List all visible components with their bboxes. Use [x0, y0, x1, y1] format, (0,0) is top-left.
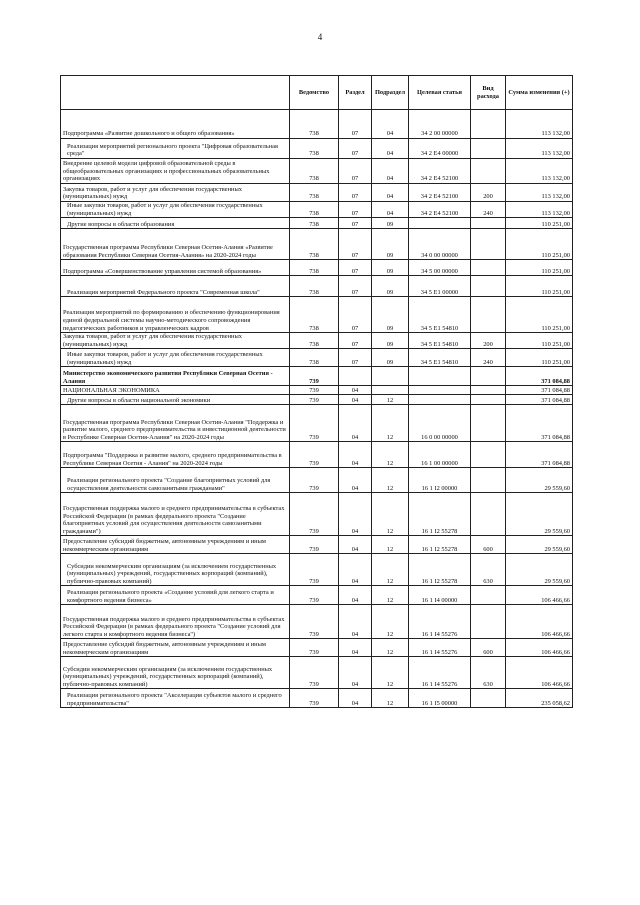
row-podrazdel: 12: [372, 395, 409, 405]
row-sum: 29 559,60: [506, 493, 573, 536]
header-podrazdel: Подраздел: [372, 76, 409, 110]
row-sum: 371 084,88: [506, 386, 573, 395]
row-target: 34 0 00 00000: [409, 229, 471, 260]
row-sum: 110 251,00: [506, 260, 573, 276]
row-target: 34 2 00 00000: [409, 110, 471, 139]
row-sum: 29 559,60: [506, 468, 573, 493]
row-razdel: 04: [339, 442, 372, 468]
table-row: [61, 139, 573, 159]
row-razdel: 07: [339, 159, 372, 184]
row-sum: 235 058,62: [506, 689, 573, 708]
row-name: [61, 493, 290, 536]
row-vedomstvo: 739: [290, 395, 339, 405]
row-name-text: Министерство экономического развития Республики Северная Осетия - Алания: [63, 370, 273, 385]
row-name-text: Предоставление субсидий бюджетным, автономным учреждениям и иным некоммерческим организациям: [63, 538, 266, 553]
row-name-text: Субсидии некоммерческим организациям (за исключением государственных (муниципальных) учреждений, государственных корпораций (компаний), публично-правовых компаний): [67, 562, 277, 585]
table-row: [61, 689, 573, 708]
row-name: [61, 468, 290, 493]
row-name-text: Государственная поддержка малого и среднего предпринимательства в субъектах Российской Федерации (в рамках федерального проекта "Создание условий для легкого старта и комфортного ведения бизнеса"): [63, 615, 285, 638]
budget-table: [60, 75, 573, 708]
row-vid: 630: [471, 657, 506, 689]
row-razdel: 04: [339, 405, 372, 442]
row-name: [61, 139, 290, 159]
row-podrazdel: 12: [372, 536, 409, 554]
row-vedomstvo: 739: [290, 536, 339, 554]
row-name: [61, 405, 290, 442]
row-name: [61, 260, 290, 276]
row-name-text: Реализация регионального проекта "Создание благоприятных условий для осуществления деятельности самозанятыми гражданами": [67, 477, 271, 492]
row-target: 16 0 00 00000: [409, 405, 471, 442]
row-razdel: 07: [339, 260, 372, 276]
row-name-text: Иные закупки товаров, работ и услуг для обеспечения государственных (муниципальных) нужд: [67, 351, 263, 366]
row-target: 34 2 E4 52100: [409, 184, 471, 202]
row-vid: [471, 605, 506, 639]
row-vedomstvo: 738: [290, 276, 339, 297]
row-name: [61, 110, 290, 139]
row-vedomstvo: 738: [290, 218, 339, 229]
row-target: 34 5 E1 54810: [409, 333, 471, 349]
row-name: [61, 586, 290, 605]
row-sum: 110 251,00: [506, 276, 573, 297]
row-razdel: 04: [339, 554, 372, 586]
table-row: [61, 159, 573, 184]
row-podrazdel: 12: [372, 689, 409, 708]
table-row: [61, 605, 573, 639]
header-sum: Сумма изменения (+): [506, 76, 573, 110]
row-podrazdel: 12: [372, 605, 409, 639]
row-target: 16 1 I5 00000: [409, 689, 471, 708]
table-row: [61, 349, 573, 367]
row-target: 34 5 E1 54810: [409, 297, 471, 333]
row-name: [61, 333, 290, 349]
row-vid: 240: [471, 349, 506, 367]
row-vedomstvo: 738: [290, 159, 339, 184]
row-sum: 106 466,66: [506, 586, 573, 605]
row-razdel: 07: [339, 333, 372, 349]
row-vid: [471, 395, 506, 405]
table-row: [61, 639, 573, 657]
row-name-text: Реализация регионального проекта "Акселерация субъектов малого и среднего предпринимательства": [67, 692, 282, 707]
row-vedomstvo: 739: [290, 468, 339, 493]
row-vid: [471, 493, 506, 536]
row-target: [409, 386, 471, 395]
row-podrazdel: 12: [372, 657, 409, 689]
row-razdel: 04: [339, 468, 372, 493]
table-row: [61, 386, 573, 395]
row-name: [61, 605, 290, 639]
row-vid: 240: [471, 202, 506, 218]
row-sum: 371 084,88: [506, 367, 573, 386]
row-razdel: 04: [339, 493, 372, 536]
table-row: [61, 468, 573, 493]
table-row: [61, 110, 573, 139]
row-target: 16 1 I4 00000: [409, 586, 471, 605]
row-razdel: 04: [339, 605, 372, 639]
table-row: [61, 395, 573, 405]
table-row: [61, 442, 573, 468]
table-row: [61, 260, 573, 276]
row-podrazdel: 04: [372, 139, 409, 159]
row-name-text: Государственная программа Республики Северная Осетия-Алания "Поддержка и развитие малого, среднего предпринимательства и инвестиционной деятельности в Республике Северная Осетия-Алания" на 2020-2024 годы: [63, 418, 286, 441]
row-razdel: 07: [339, 184, 372, 202]
row-name-text: Другие вопросы в области национальной экономики: [67, 396, 211, 404]
row-name-text: Закупка товаров, работ и услуг для обеспечения государственных (муниципальных) нужд: [63, 185, 242, 201]
row-vid: 600: [471, 639, 506, 657]
row-target: 16 1 I2 55278: [409, 554, 471, 586]
row-razdel: 07: [339, 229, 372, 260]
row-target: 16 1 I4 55276: [409, 605, 471, 639]
row-name-text: Закупка товаров, работ и услуг для обеспечения государственных (муниципальных) нужд: [63, 333, 242, 348]
row-target: [409, 395, 471, 405]
row-podrazdel: 09: [372, 297, 409, 333]
row-sum: 371 084,88: [506, 395, 573, 405]
row-name: [61, 689, 290, 708]
row-podrazdel: 09: [372, 349, 409, 367]
row-vedomstvo: 738: [290, 260, 339, 276]
row-vedomstvo: 738: [290, 110, 339, 139]
row-name: [61, 297, 290, 333]
row-target: 34 5 E1 00000: [409, 276, 471, 297]
row-razdel: 07: [339, 218, 372, 229]
row-sum: 371 084,88: [506, 405, 573, 442]
row-target: 16 1 I4 55276: [409, 657, 471, 689]
row-vid: [471, 139, 506, 159]
row-target: 34 2 E4 52100: [409, 202, 471, 218]
table-row: [61, 218, 573, 229]
row-name-text: Реализация мероприятий по формированию и обеспечению функционирования единой федеральной системы научно-методического сопровождения педагогических работников и управленческих кадров: [63, 309, 280, 332]
row-sum: 106 466,66: [506, 639, 573, 657]
row-vedomstvo: 738: [290, 297, 339, 333]
row-podrazdel: 04: [372, 202, 409, 218]
row-name-text: Реализация мероприятий регионального проекта "Цифровая образовательная среда": [67, 142, 278, 158]
table-row: [61, 297, 573, 333]
row-target: [409, 218, 471, 229]
table-row: [61, 202, 573, 218]
row-name: [61, 218, 290, 229]
row-podrazdel: 12: [372, 468, 409, 493]
row-name-text: НАЦИОНАЛЬНАЯ ЭКОНОМИКА: [63, 386, 160, 394]
row-target: 16 1 I2 00000: [409, 468, 471, 493]
row-name-text: Предоставление субсидий бюджетным, автономным учреждениям и иным некоммерческим организациям: [63, 641, 266, 656]
table-row: [61, 333, 573, 349]
row-target: 16 1 I4 55276: [409, 639, 471, 657]
row-sum: 110 251,00: [506, 333, 573, 349]
row-sum: 29 559,60: [506, 536, 573, 554]
table-row: [61, 367, 573, 386]
row-razdel: 07: [339, 297, 372, 333]
row-name-text: Иные закупки товаров, работ и услуг для обеспечения государственных (муниципальных) нужд: [67, 202, 263, 217]
table-row: [61, 229, 573, 260]
row-name: [61, 442, 290, 468]
row-razdel: 04: [339, 639, 372, 657]
row-podrazdel: 12: [372, 442, 409, 468]
row-sum: 106 466,66: [506, 605, 573, 639]
header-target: Целевая статья: [409, 76, 471, 110]
row-podrazdel: 09: [372, 260, 409, 276]
row-vid: [471, 386, 506, 395]
row-vedomstvo: 738: [290, 139, 339, 159]
row-podrazdel: 09: [372, 333, 409, 349]
row-podrazdel: [372, 367, 409, 386]
row-sum: 110 251,00: [506, 229, 573, 260]
row-vid: [471, 689, 506, 708]
row-podrazdel: 12: [372, 586, 409, 605]
row-sum: 113 132,00: [506, 202, 573, 218]
row-razdel: [339, 367, 372, 386]
row-podrazdel: 09: [372, 218, 409, 229]
row-vid: [471, 367, 506, 386]
row-name: [61, 386, 290, 395]
row-sum: 113 132,00: [506, 110, 573, 139]
row-podrazdel: 09: [372, 229, 409, 260]
row-target: 34 5 00 00000: [409, 260, 471, 276]
row-sum: 113 132,00: [506, 139, 573, 159]
row-name-text: Другие вопросы в области образования: [67, 220, 175, 228]
row-name: [61, 184, 290, 202]
row-vedomstvo: 739: [290, 689, 339, 708]
row-vedomstvo: 738: [290, 202, 339, 218]
header-vedomstvo: Ведомство: [290, 76, 339, 110]
row-name: [61, 159, 290, 184]
table-row: [61, 493, 573, 536]
row-sum: 371 084,88: [506, 442, 573, 468]
row-vedomstvo: 739: [290, 657, 339, 689]
row-sum: 113 132,00: [506, 159, 573, 184]
row-razdel: 04: [339, 386, 372, 395]
row-vedomstvo: 738: [290, 349, 339, 367]
table-row: [61, 657, 573, 689]
row-podrazdel: 12: [372, 405, 409, 442]
row-podrazdel: 12: [372, 639, 409, 657]
row-target: 16 1 00 00000: [409, 442, 471, 468]
row-name: [61, 367, 290, 386]
row-name-text: Внедрение целевой модели цифровой образовательной среды в общеобразовательных организациях и профессиональных образовательных организациях: [63, 160, 270, 183]
row-vedomstvo: 739: [290, 405, 339, 442]
row-podrazdel: 04: [372, 184, 409, 202]
table-row: [61, 276, 573, 297]
row-vid: [471, 297, 506, 333]
row-vedomstvo: 739: [290, 605, 339, 639]
row-name-text: Субсидии некоммерческим организациям (за исключением государственных (муниципальных) учреждений, государственных корпораций (компаний), публично-правовых компаний): [63, 665, 273, 688]
table-row: [61, 586, 573, 605]
row-name-text: Реализация мероприятий Федерального проекта "Современная школа": [67, 288, 260, 296]
row-vedomstvo: 738: [290, 333, 339, 349]
row-name: [61, 657, 290, 689]
row-razdel: 07: [339, 139, 372, 159]
header-razdel: Раздел: [339, 76, 372, 110]
row-name: [61, 229, 290, 260]
row-razdel: 07: [339, 202, 372, 218]
row-vid: [471, 110, 506, 139]
row-sum: 106 466,66: [506, 657, 573, 689]
row-sum: 110 251,00: [506, 297, 573, 333]
row-vid: [471, 260, 506, 276]
table-row: [61, 405, 573, 442]
row-name: [61, 276, 290, 297]
header-name: [61, 76, 290, 110]
row-target: 16 1 I2 55278: [409, 493, 471, 536]
row-name: [61, 639, 290, 657]
row-razdel: 07: [339, 110, 372, 139]
row-name-text: Реализация регионального проекта «Создание условий для легкого старта и комфортного ведения бизнеса»: [67, 589, 274, 604]
row-vedomstvo: 738: [290, 184, 339, 202]
row-vedomstvo: 739: [290, 554, 339, 586]
row-razdel: 04: [339, 536, 372, 554]
row-vid: [471, 442, 506, 468]
row-target: 34 2 E4 52100: [409, 159, 471, 184]
table-header-row: [61, 76, 573, 110]
row-vedomstvo: 738: [290, 229, 339, 260]
row-sum: 110 251,00: [506, 218, 573, 229]
row-podrazdel: 09: [372, 276, 409, 297]
row-vid: 630: [471, 554, 506, 586]
row-razdel: 07: [339, 276, 372, 297]
row-vedomstvo: 739: [290, 493, 339, 536]
table-row: [61, 536, 573, 554]
row-sum: 113 132,00: [506, 184, 573, 202]
row-target: 34 2 E4 00000: [409, 139, 471, 159]
row-name: [61, 202, 290, 218]
row-name: [61, 395, 290, 405]
row-vid: [471, 159, 506, 184]
row-vedomstvo: 739: [290, 586, 339, 605]
row-vid: 200: [471, 333, 506, 349]
table-row: [61, 554, 573, 586]
row-name-text: Государственная программа Республики Северная Осетия-Алания «Развитие образования Республики Северная Осетия-Алания» на 2020-2024 годы: [63, 244, 273, 259]
row-razdel: 04: [339, 689, 372, 708]
row-vid: 600: [471, 536, 506, 554]
row-name: [61, 554, 290, 586]
page-number: 4: [317, 32, 323, 42]
row-podrazdel: 12: [372, 493, 409, 536]
row-vid: [471, 586, 506, 605]
row-vid: [471, 276, 506, 297]
row-razdel: 04: [339, 586, 372, 605]
row-name: [61, 536, 290, 554]
row-vedomstvo: 739: [290, 639, 339, 657]
row-podrazdel: [372, 386, 409, 395]
row-target: [409, 367, 471, 386]
row-vid: [471, 405, 506, 442]
row-target: 16 1 I2 55278: [409, 536, 471, 554]
row-podrazdel: 04: [372, 110, 409, 139]
row-name-text: Подпрограмма «Совершенствование управления системой образования»: [63, 267, 262, 275]
row-razdel: 04: [339, 657, 372, 689]
row-vedomstvo: 739: [290, 367, 339, 386]
row-name: [61, 349, 290, 367]
row-vid: 200: [471, 184, 506, 202]
row-razdel: 04: [339, 395, 372, 405]
row-vedomstvo: 739: [290, 442, 339, 468]
row-name-text: Подпрограмма "Поддержка и развитие малого, среднего предпринимательства в Республике Северная Осетия - Алания" на 2020-2024 годы: [63, 452, 282, 467]
header-vid: Вид расхода: [471, 76, 506, 110]
row-razdel: 07: [339, 349, 372, 367]
row-target: 34 5 E1 54810: [409, 349, 471, 367]
table-row: [61, 184, 573, 202]
row-vid: [471, 468, 506, 493]
row-name-text: Подпрограмма «Развитие дошкольного и общего образования»: [63, 130, 235, 138]
row-name-text: Государственная поддержка малого и среднего предпринимательства в субъектах Российской Федерации (в рамках федерального проекта "Создание благоприятных условий для осуществления деятельности самозанятыми гражданами"): [63, 505, 285, 535]
row-vid: [471, 229, 506, 260]
row-vid: [471, 218, 506, 229]
row-vedomstvo: 739: [290, 386, 339, 395]
row-sum: 110 251,00: [506, 349, 573, 367]
row-podrazdel: 12: [372, 554, 409, 586]
row-sum: 29 559,60: [506, 554, 573, 586]
row-podrazdel: 04: [372, 159, 409, 184]
